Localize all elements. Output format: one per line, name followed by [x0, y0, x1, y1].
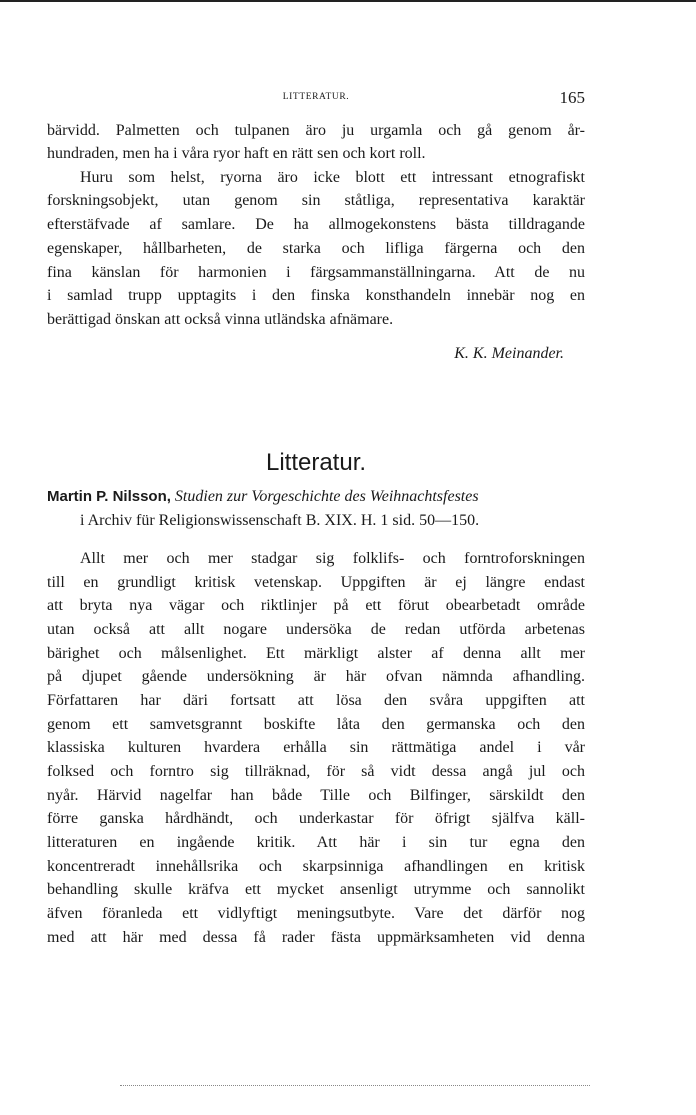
review-line: äfven föranleda ett vidlyftigt meningsutbyte. Vare det därför nog — [47, 905, 585, 922]
review-author: Martin P. Nilsson, — [47, 488, 171, 505]
review-line: folksed och forntro sig tillräknad, för så vidt dessa angå jul och — [47, 763, 585, 780]
intro-line: i samlad trupp upptagits i den finska konsthandeln innebär nog en — [47, 287, 585, 304]
review-line: litteraturen en ingående kritik. Att här i sin tur egna den — [47, 834, 585, 851]
review-line: med att här med dessa få rader fästa uppmärksamheten vid denna — [47, 929, 585, 946]
intro-line: fina känslan för harmonien i färgsammanställningarna. Att de nu — [47, 264, 585, 281]
review-citation: i Archiv für Religionswissenschaft B. XIX. H. 1 sid. 50—150. — [80, 512, 480, 529]
review-line: bärighet och målsenlighet. Ett märkligt alster af denna allt mer — [47, 645, 585, 662]
review-line: till en grundligt kritisk vetenskap. Uppgiften är ej längre endast — [47, 574, 585, 591]
review-reference — [47, 486, 585, 508]
review-line: klassiska kulturen hvardera erhålla sin rättmätiga andel i vår — [47, 739, 585, 756]
review-line: att bryta nya vägar och riktlinjer på ett förut obearbetadt område — [47, 597, 585, 614]
intro-line: efterstäfvade af samlare. De ha allmogekonstens bästa tilldragande — [47, 216, 585, 233]
review-line: koncentreradt innehållsrika och skarpsinniga afhandlingen en kritisk — [47, 858, 585, 875]
intro-line: forskningsobjekt, utan genom sin ståtliga, representativa karaktär — [47, 192, 585, 209]
review-work-title: Studien zur Vorgeschichte des Weihnachtsfestes — [174, 488, 479, 505]
review-line: nyår. Härvid nagelfar han både Tille och Bilfinger, särskildt den — [47, 787, 585, 804]
running-head — [47, 88, 585, 110]
intro-line: berättigad önskan att också vinna utländska afnämare. — [47, 311, 394, 328]
review-line: Författaren har däri fortsatt att lösa den svåra uppgiften att — [47, 692, 585, 709]
intro-line: hundraden, men ha i våra ryor haft en rätt sen och kort roll. — [47, 145, 426, 162]
review-line: utan också att allt nogare undersöka de redan utförda arbetenas — [47, 621, 585, 638]
running-title: LITTERATUR. — [282, 92, 350, 102]
intro-line: bärvidd. Palmetten och tulpanen äro ju urgamla och gå genom år- — [47, 122, 585, 139]
review-line: förre ganska hårdhändt, och underkastar för öfrigt själfva käll- — [47, 810, 585, 827]
review-line: på djupet gående undersökning är här ofvan nämnda afhandling. — [47, 668, 585, 685]
review-line: genom ett samvetsgrannt boskifte låta den germanska och den — [47, 716, 585, 733]
intro-line: egenskaper, hållbarheten, de starka och lifliga färgerna och den — [47, 240, 585, 257]
author-signature: K. K. Meinander. — [454, 345, 564, 362]
review-line: behandling skulle kräfva ett mycket ansenligt utrymme och sannolikt — [47, 881, 585, 898]
bottom-dotted-rule — [120, 1085, 590, 1086]
section-heading: Litteratur. — [265, 449, 367, 476]
review-line: Allt mer och mer stadgar sig folklifs- och forntroforskningen — [80, 550, 585, 567]
intro-line: Huru som helst, ryorna äro icke blott ett intressant etnografiskt — [80, 169, 585, 186]
page-number: 165 — [559, 88, 585, 107]
